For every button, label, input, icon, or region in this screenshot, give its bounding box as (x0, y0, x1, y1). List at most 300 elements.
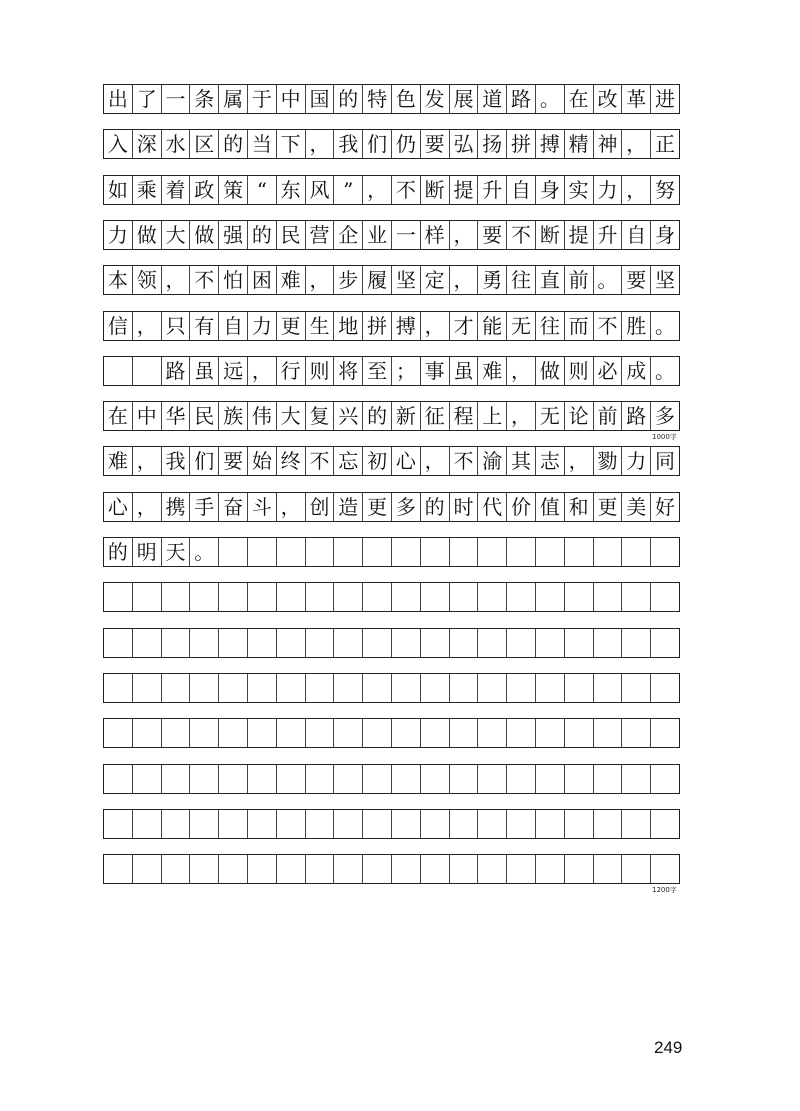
grid-cell: 一 (162, 85, 191, 113)
grid-cell: 价 (507, 493, 536, 521)
grid-cell: 的 (334, 85, 363, 113)
grid-cell (162, 629, 191, 657)
grid-cell: 勠 (594, 447, 623, 475)
grid-cell: 在 (565, 85, 594, 113)
word-count-marker: 1000字 (652, 433, 677, 442)
grid-cell (622, 855, 651, 883)
grid-cell: 和 (565, 493, 594, 521)
grid-cell (363, 629, 392, 657)
grid-cell: 创 (306, 493, 335, 521)
grid-cell (421, 583, 450, 611)
grid-cell (450, 765, 479, 793)
grid-cell: 努 (655, 177, 676, 202)
grid-cell: 出 (104, 85, 133, 113)
grid-cell: 复 (306, 402, 335, 430)
grid-cell (277, 810, 306, 838)
grid-cell (277, 674, 306, 702)
grid-cell: 渝 (478, 447, 507, 475)
grid-cell: 胜 (622, 312, 651, 340)
grid-cell (248, 765, 277, 793)
grid-cell: 国 (306, 85, 335, 113)
grid-cell (363, 855, 392, 883)
grid-cell: 神 (594, 130, 623, 158)
grid-cell: 征 (421, 402, 450, 430)
grid-cell: 的 (421, 493, 450, 521)
grid-cell: ， (133, 447, 162, 475)
grid-cell: 无 (507, 312, 536, 340)
grid-cell (104, 583, 133, 611)
grid-cell (622, 719, 651, 747)
grid-cell: 只 (162, 312, 191, 340)
grid-row (103, 356, 680, 386)
grid-cell: 当 (248, 130, 277, 158)
grid-cell: 程 (450, 402, 479, 430)
grid-cell: 力 (594, 176, 623, 204)
grid-cell (450, 583, 479, 611)
grid-cell: 的 (219, 130, 248, 158)
grid-cell: 远 (219, 357, 248, 385)
grid-cell (133, 855, 162, 883)
grid-cell (651, 583, 679, 611)
grid-cell: 好 (655, 494, 676, 519)
grid-cell (248, 583, 277, 611)
grid-cell (478, 674, 507, 702)
grid-cell: 大 (277, 402, 306, 430)
grid-cell (651, 810, 679, 838)
grid-cell: 携 (162, 493, 191, 521)
grid-cell: 直 (536, 266, 565, 294)
grid-cell (363, 674, 392, 702)
grid-cell: 代 (478, 493, 507, 521)
grid-cell (450, 810, 479, 838)
grid-cell: 更 (363, 493, 392, 521)
grid-cell (478, 765, 507, 793)
grid-cell: 提 (565, 221, 594, 249)
grid-cell: 营 (306, 221, 335, 249)
grid-cell (306, 855, 335, 883)
grid-cell (594, 719, 623, 747)
grid-cell: ， (565, 447, 594, 475)
grid-cell: 力 (248, 312, 277, 340)
grid-cell (478, 583, 507, 611)
grid-cell (334, 810, 363, 838)
grid-cell (507, 674, 536, 702)
grid-cell: 我 (334, 130, 363, 158)
grid-cell: 入 (104, 130, 133, 158)
grid-cell (219, 674, 248, 702)
grid-cell (392, 810, 421, 838)
grid-row (103, 537, 680, 567)
grid-cell: 兴 (334, 402, 363, 430)
grid-row (103, 854, 680, 884)
grid-cell: 。 (594, 266, 623, 294)
grid-cell: 风 (306, 176, 335, 204)
grid-cell (565, 629, 594, 657)
grid-cell (421, 629, 450, 657)
grid-cell (248, 855, 277, 883)
grid-cell (334, 629, 363, 657)
grid-cell (363, 583, 392, 611)
grid-cell: “ (248, 176, 277, 204)
grid-cell (104, 674, 133, 702)
grid-cell (392, 674, 421, 702)
grid-cell (450, 719, 479, 747)
grid-cell: 们 (190, 447, 219, 475)
grid-cell: 策 (219, 176, 248, 204)
grid-cell: ， (133, 312, 162, 340)
grid-cell (392, 583, 421, 611)
grid-cell: 行 (277, 357, 306, 385)
grid-row (103, 401, 680, 431)
grid-cell: 将 (334, 357, 363, 385)
grid-cell (219, 855, 248, 883)
grid-row (103, 311, 680, 341)
grid-cell: ， (450, 266, 479, 294)
grid-cell: 前 (594, 402, 623, 430)
grid-cell: 我 (162, 447, 191, 475)
grid-cell (133, 765, 162, 793)
grid-cell: ， (507, 402, 536, 430)
grid-cell (277, 538, 306, 566)
grid-cell (565, 538, 594, 566)
grid-cell: ， (306, 266, 335, 294)
grid-cell (306, 810, 335, 838)
grid-cell: 于 (248, 85, 277, 113)
grid-cell: 难 (104, 447, 133, 475)
grid-cell: 水 (162, 130, 191, 158)
grid-cell (133, 357, 162, 385)
grid-cell (190, 674, 219, 702)
grid-cell: 坚 (392, 266, 421, 294)
grid-cell: 事 (421, 357, 450, 385)
grid-cell: 路 (622, 402, 651, 430)
grid-cell: 色 (392, 85, 421, 113)
grid-cell (133, 719, 162, 747)
grid-cell: 搏 (536, 130, 565, 158)
grid-cell (334, 583, 363, 611)
grid-cell: 改 (594, 85, 623, 113)
grid-cell (104, 765, 133, 793)
grid-cell: 有 (190, 312, 219, 340)
grid-cell: 特 (363, 85, 392, 113)
grid-cell (478, 629, 507, 657)
grid-cell: 怕 (219, 266, 248, 294)
grid-cell: 步 (334, 266, 363, 294)
grid-cell (104, 719, 133, 747)
grid-cell: 至 (363, 357, 392, 385)
grid-cell: 做 (133, 221, 162, 249)
grid-cell: ” (334, 176, 363, 204)
grid-cell (594, 810, 623, 838)
grid-cell (363, 765, 392, 793)
grid-cell (219, 629, 248, 657)
grid-cell: 上 (478, 402, 507, 430)
grid-cell: 往 (507, 266, 536, 294)
grid-cell: 时 (450, 493, 479, 521)
grid-cell: ， (133, 493, 162, 521)
grid-cell: 无 (536, 402, 565, 430)
grid-cell (133, 674, 162, 702)
grid-cell (450, 674, 479, 702)
grid-cell (306, 719, 335, 747)
grid-cell: 则 (306, 357, 335, 385)
grid-cell: 的 (104, 538, 133, 566)
grid-cell (104, 855, 133, 883)
grid-cell: 道 (478, 85, 507, 113)
grid-cell: 深 (133, 130, 162, 158)
grid-cell: 履 (363, 266, 392, 294)
grid-cell: 论 (565, 402, 594, 430)
grid-cell: 前 (565, 266, 594, 294)
grid-row (103, 446, 680, 476)
grid-cell: 伟 (248, 402, 277, 430)
grid-cell: 扬 (478, 130, 507, 158)
grid-row (103, 84, 680, 114)
grid-cell: 民 (277, 221, 306, 249)
grid-cell (248, 538, 277, 566)
grid-cell: 要 (622, 266, 651, 294)
grid-cell (536, 629, 565, 657)
grid-cell (507, 855, 536, 883)
grid-cell (536, 810, 565, 838)
grid-cell (306, 538, 335, 566)
grid-cell (133, 583, 162, 611)
grid-cell (190, 765, 219, 793)
grid-cell (392, 629, 421, 657)
grid-cell: 终 (277, 447, 306, 475)
grid-cell: ， (421, 312, 450, 340)
grid-cell (363, 538, 392, 566)
grid-cell: 而 (565, 312, 594, 340)
grid-cell: 强 (219, 221, 248, 249)
grid-cell: 初 (363, 447, 392, 475)
grid-cell: 路 (162, 357, 191, 385)
grid-cell (162, 719, 191, 747)
grid-cell (248, 719, 277, 747)
grid-cell (363, 810, 392, 838)
grid-cell (162, 674, 191, 702)
grid-row (103, 220, 680, 250)
grid-cell: 力 (104, 221, 133, 249)
grid-cell: 要 (219, 447, 248, 475)
page-number: 249 (654, 1038, 683, 1057)
word-count-marker: 1200字 (652, 886, 677, 895)
grid-cell: 其 (507, 447, 536, 475)
grid-cell: 展 (450, 85, 479, 113)
grid-cell: 不 (450, 447, 479, 475)
grid-cell: 仍 (392, 130, 421, 158)
grid-cell (594, 855, 623, 883)
grid-cell: 成 (622, 357, 651, 385)
grid-cell (478, 810, 507, 838)
grid-cell (478, 538, 507, 566)
grid-cell: 大 (162, 221, 191, 249)
grid-cell (651, 629, 679, 657)
grid-cell (277, 629, 306, 657)
grid-cell (507, 810, 536, 838)
grid-cell (507, 765, 536, 793)
grid-cell (190, 629, 219, 657)
grid-cell (536, 719, 565, 747)
grid-cell: ， (162, 266, 191, 294)
grid-cell (507, 583, 536, 611)
grid-cell: 发 (421, 85, 450, 113)
grid-cell (162, 583, 191, 611)
grid-cell: 心 (104, 493, 133, 521)
grid-cell: 业 (363, 221, 392, 249)
grid-cell: 们 (363, 130, 392, 158)
grid-cell: 造 (334, 493, 363, 521)
grid-row (103, 492, 680, 522)
grid-cell: ， (363, 176, 392, 204)
grid-cell (277, 855, 306, 883)
grid-cell (565, 583, 594, 611)
grid-cell: 拼 (507, 130, 536, 158)
grid-cell: 新 (392, 402, 421, 430)
grid-cell (421, 810, 450, 838)
grid-cell: 升 (478, 176, 507, 204)
grid-cell (565, 810, 594, 838)
grid-cell: 中 (133, 402, 162, 430)
grid-cell: 身 (536, 176, 565, 204)
grid-cell: 做 (536, 357, 565, 385)
grid-cell (651, 765, 679, 793)
grid-cell: 。 (190, 538, 219, 566)
grid-cell: 。 (655, 358, 676, 383)
grid-cell (392, 765, 421, 793)
grid-cell (450, 629, 479, 657)
grid-cell (651, 719, 679, 747)
grid-cell (248, 810, 277, 838)
grid-cell (190, 583, 219, 611)
grid-cell: 生 (306, 312, 335, 340)
grid-row (103, 265, 680, 295)
grid-cell: 断 (536, 221, 565, 249)
grid-row (103, 582, 680, 612)
grid-cell (651, 674, 679, 702)
grid-cell: 手 (190, 493, 219, 521)
grid-cell: 自 (219, 312, 248, 340)
grid-cell (162, 855, 191, 883)
grid-cell (622, 538, 651, 566)
grid-cell: 自 (622, 221, 651, 249)
grid-cell: ， (450, 221, 479, 249)
grid-cell: 民 (190, 402, 219, 430)
grid-cell (565, 674, 594, 702)
grid-cell (306, 674, 335, 702)
grid-cell: 样 (421, 221, 450, 249)
grid-cell: 则 (565, 357, 594, 385)
grid-cell (622, 810, 651, 838)
grid-cell: 属 (219, 85, 248, 113)
grid-cell: 难 (277, 266, 306, 294)
grid-cell (277, 583, 306, 611)
grid-cell (162, 765, 191, 793)
grid-cell: 下 (277, 130, 306, 158)
grid-row (103, 175, 680, 205)
grid-cell: 做 (190, 221, 219, 249)
grid-cell (392, 538, 421, 566)
grid-cell: 要 (421, 130, 450, 158)
grid-cell: 着 (162, 176, 191, 204)
grid-cell (190, 719, 219, 747)
grid-cell: 虽 (450, 357, 479, 385)
grid-cell (334, 538, 363, 566)
grid-row (103, 628, 680, 658)
grid-cell: 不 (306, 447, 335, 475)
grid-cell: 乘 (133, 176, 162, 204)
grid-cell (104, 357, 133, 385)
grid-cell (594, 538, 623, 566)
grid-cell: 奋 (219, 493, 248, 521)
grid-cell: ， (421, 447, 450, 475)
grid-cell (190, 855, 219, 883)
grid-cell: 虽 (190, 357, 219, 385)
grid-cell (651, 855, 679, 883)
grid-cell (421, 719, 450, 747)
grid-cell (622, 629, 651, 657)
grid-cell: 勇 (478, 266, 507, 294)
grid-cell (219, 719, 248, 747)
grid-cell (622, 674, 651, 702)
grid-cell: 一 (392, 221, 421, 249)
grid-cell: 美 (622, 493, 651, 521)
grid-cell (565, 855, 594, 883)
grid-cell (392, 855, 421, 883)
grid-cell: 政 (190, 176, 219, 204)
grid-row (103, 809, 680, 839)
grid-cell (363, 719, 392, 747)
grid-cell (104, 810, 133, 838)
grid-cell (594, 674, 623, 702)
grid-cell: ； (392, 357, 421, 385)
grid-cell: 多 (392, 493, 421, 521)
grid-cell: 困 (248, 266, 277, 294)
grid-row (103, 718, 680, 748)
grid-cell: 定 (421, 266, 450, 294)
grid-cell: 路 (507, 85, 536, 113)
grid-cell: 天 (162, 538, 191, 566)
grid-cell: ， (248, 357, 277, 385)
grid-cell (219, 810, 248, 838)
grid-cell (622, 765, 651, 793)
grid-cell: 的 (248, 221, 277, 249)
grid-cell (507, 538, 536, 566)
grid-cell: 值 (536, 493, 565, 521)
grid-cell: 正 (655, 132, 676, 157)
grid-cell: 革 (622, 85, 651, 113)
grid-cell: ， (622, 176, 651, 204)
grid-cell: 要 (478, 221, 507, 249)
grid-cell (536, 538, 565, 566)
grid-cell (536, 583, 565, 611)
grid-cell: 始 (248, 447, 277, 475)
grid-cell: 中 (277, 85, 306, 113)
grid-cell: 拼 (363, 312, 392, 340)
grid-cell: 。 (536, 85, 565, 113)
grid-cell: 实 (565, 176, 594, 204)
grid-cell: 条 (190, 85, 219, 113)
grid-cell (219, 583, 248, 611)
grid-cell: 身 (655, 222, 676, 247)
grid-cell: ， (622, 130, 651, 158)
grid-cell (219, 765, 248, 793)
grid-cell: 地 (334, 312, 363, 340)
grid-cell: 不 (594, 312, 623, 340)
grid-cell: 企 (334, 221, 363, 249)
grid-cell (334, 765, 363, 793)
grid-row (103, 673, 680, 703)
